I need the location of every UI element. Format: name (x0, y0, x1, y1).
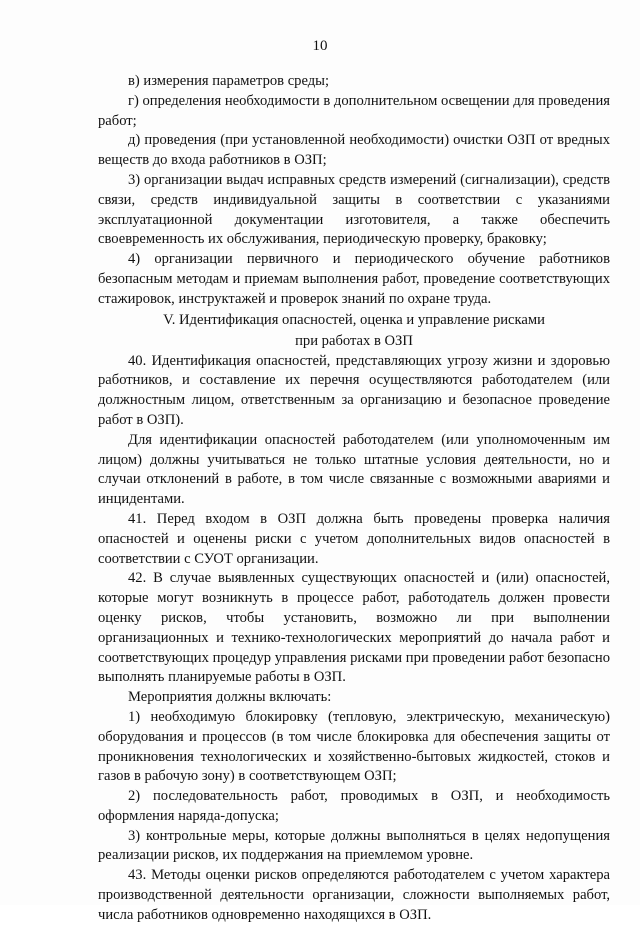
page-number: 10 (312, 38, 328, 54)
paragraph: 4) организации первичного и периодического обучение работников безопасным методам и приемам выполнения работ, проведение соответствующих стажировок, инструктажей и проверок знаний по охране труда. (98, 251, 610, 307)
paragraph: 1) необходимую блокировку (тепловую, электрическую, механическую) оборудования и процессов (в том числе блокировка для обеспечения защиты от проникновения технологических и хозяйственно-бытовых жидкостей, стоков и газов в рабочую зону) в соответствующем ОЗП; (98, 708, 610, 785)
paragraph: Для идентификации опасностей работодателем (или уполномоченным им лицом) должны учитываться не только штатные условия деятельности, но и случаи отклонений в работе, в том числе связанные с возможными авариями и инцидентами. (98, 431, 610, 508)
paragraph: 40. Идентификация опасностей, представляющих угрозу жизни и здоровью работников, и составление их перечня осуществляются работодателем (или должностным лицом, ответственным за организацию и безопасное проведение работ в ОЗП). (98, 352, 610, 428)
paragraph: 42. В случае выявленных существующих опасностей и (или) опасностей, которые могут возникнуть в процессе работ, работодатель должен провести оценку рисков, чтобы установить, возможно ли при выполнении организационных и технико-технологических мероприятий до начала работ и соответствующих процедур управления рисками при проведении работ безопасно выполнять планируемые работы в ОЗП. (98, 570, 610, 686)
document-body (98, 72, 610, 926)
paragraph: в) измерения параметров среды; (128, 73, 330, 89)
paragraph: 43. Методы оценки рисков определяются работодателем с учетом характера производственной деятельности организации, сложности выполняемых работ, числа работников одновременно находящихся в ОЗП. (98, 867, 610, 923)
paragraph: Мероприятия должны включать: (128, 689, 332, 706)
paragraph: д) проведения (при установленной необходимости) очистки ОЗП от вредных веществ до входа работников в ОЗП; (98, 132, 610, 169)
paragraph: 3) контрольные меры, которые должны выполняться в целях недопущения реализации рисков, их поддержания на приемлемом уровне. (98, 827, 610, 864)
section-heading (98, 310, 610, 352)
paragraph: 41. Перед входом в ОЗП должна быть проведены проверка наличия опасностей и оценены риски с учетом дополнительных видов опасностей в соответствии с СУОТ организации. (98, 510, 610, 567)
paragraph: г) определения необходимости в дополнительном освещении для проведения работ; (98, 92, 610, 129)
paragraph: 3) организации выдач исправных средств измерений (сигнализации), средств связи, средств индивидуальной защиты в соответствии с указаниями эксплуатационной документации изготовителя, а также обеспечить своевременность их обслуживания, периодическую проверку, браковку; (98, 171, 610, 248)
section-heading-line-2: при работах в ОЗП (295, 332, 413, 349)
paragraph: 2) последовательность работ, проводимых в ОЗП, и необходимость оформления наряда-допуска; (98, 788, 610, 824)
section-heading-line-1: V. Идентификация опасностей, оценка и управление рисками (163, 311, 545, 328)
